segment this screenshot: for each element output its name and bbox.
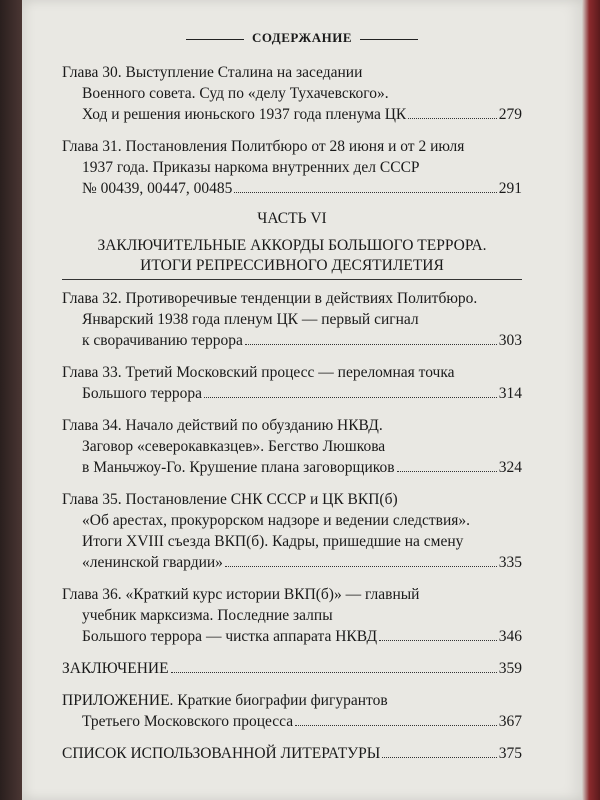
page-number: 375 xyxy=(498,745,522,762)
book-edge xyxy=(582,0,600,800)
page-number: 367 xyxy=(498,713,522,730)
header-rule-left xyxy=(186,39,244,40)
toc-entry-last-line xyxy=(62,658,522,679)
toc-entry-line: ПРИЛОЖЕНИЕ. Краткие биографии фигурантов xyxy=(62,692,388,709)
toc-entry-line: Итоги XVIII съезда ВКП(б). Кадры, пришедшие на смену xyxy=(82,533,464,550)
toc-entry-text: Большого террора — чистка аппарата НКВД xyxy=(82,628,378,645)
dot-leader xyxy=(225,566,497,567)
toc-entry-line: Январский 1938 года пленум ЦК — первый сигнал xyxy=(82,311,419,328)
toc-entry-line: Заговор «северокавказцев». Бегство Люшкова xyxy=(82,438,386,455)
toc-entry-line: 1937 года. Приказы наркома внутренних дел СССР xyxy=(82,159,420,176)
toc-entry xyxy=(62,415,522,478)
toc-entry-text: СПИСОК ИСПОЛЬЗОВАННОЙ ЛИТЕРАТУРЫ xyxy=(62,745,381,762)
toc-entry-last-line xyxy=(62,383,522,404)
toc-entry-line: учебник марксизма. Последние залпы xyxy=(82,607,333,624)
dot-leader xyxy=(382,757,496,758)
toc-entry xyxy=(62,62,522,125)
toc-entry-line: Глава 33. Третий Московский процесс — переломная точка xyxy=(62,364,455,381)
dot-leader xyxy=(171,672,497,673)
page-number: 279 xyxy=(498,106,522,123)
toc-entry-appendix xyxy=(62,690,522,732)
toc-entries-group-a xyxy=(62,62,522,199)
toc-entry xyxy=(62,362,522,404)
toc-entry xyxy=(62,584,522,647)
page-header xyxy=(22,30,582,46)
header-rule-right xyxy=(360,39,418,40)
toc-entry-text: к сворачиванию террора xyxy=(82,332,243,349)
dot-leader xyxy=(245,344,497,345)
toc-content xyxy=(62,62,522,775)
section-heading-line1: ЗАКЛЮЧИТЕЛЬНЫЕ АККОРДЫ БОЛЬШОГО ТЕРРОРА. xyxy=(97,237,487,254)
page-number: 324 xyxy=(498,459,522,476)
toc-entry-line: Глава 36. «Краткий курс истории ВКП(б)» — главный xyxy=(62,586,420,603)
toc-entry-line: Глава 34. Начало действий по обузданию НКВД. xyxy=(62,417,383,434)
page-title: СОДЕРЖАНИЕ xyxy=(251,30,353,45)
toc-entry-last-line xyxy=(62,626,522,647)
dot-leader xyxy=(234,192,496,193)
toc-entry-text: в Маньчжоу-Го. Крушение плана заговорщиков xyxy=(82,459,395,476)
toc-entry-line: Глава 30. Выступление Сталина на заседании xyxy=(62,64,363,81)
section-heading xyxy=(62,236,522,280)
page-number: 291 xyxy=(498,180,522,197)
book-page xyxy=(22,0,582,800)
toc-entry-text: № 00439, 00447, 00485 xyxy=(82,180,233,197)
dot-leader xyxy=(295,725,497,726)
toc-entry-last-line xyxy=(62,711,522,732)
toc-entry-last-line xyxy=(62,743,522,764)
toc-entry xyxy=(62,288,522,351)
dot-leader xyxy=(397,471,497,472)
page-number: 314 xyxy=(498,385,522,402)
dot-leader xyxy=(204,397,497,398)
section-underline xyxy=(62,279,522,280)
toc-entry-last-line xyxy=(62,178,522,199)
toc-entry-text: ЗАКЛЮЧЕНИЕ xyxy=(62,660,169,677)
page-number: 303 xyxy=(498,332,522,349)
dot-leader xyxy=(408,118,497,119)
toc-entry-line: Глава 31. Постановления Политбюро от 28 июня и от 2 июля xyxy=(62,138,465,155)
book-spine xyxy=(0,0,22,800)
toc-entry xyxy=(62,136,522,199)
section-heading-line2: ИТОГИ РЕПРЕССИВНОГО ДЕСЯТИЛЕТИЯ xyxy=(140,257,444,274)
toc-entry-line: Глава 32. Противоречивые тенденции в действиях Политбюро. xyxy=(62,290,478,307)
dot-leader xyxy=(379,640,497,641)
toc-entry-last-line xyxy=(62,330,522,351)
toc-entry-last-line xyxy=(62,457,522,478)
toc-entry-last-line xyxy=(62,552,522,573)
toc-entry-text: «ленинской гвардии» xyxy=(82,554,223,571)
page-number: 359 xyxy=(498,660,522,677)
toc-entry-line: Военного совета. Суд по «делу Тухачевского». xyxy=(82,85,389,102)
toc-entry-line: «Об арестах, прокурорском надзоре и ведении следствия». xyxy=(82,512,471,529)
toc-entry-bibliography xyxy=(62,743,522,764)
part-heading: ЧАСТЬ VI xyxy=(257,210,327,227)
toc-entry-last-line xyxy=(62,104,522,125)
page-number: 346 xyxy=(498,628,522,645)
toc-entry-conclusion xyxy=(62,658,522,679)
toc-entry-text: Большого террора xyxy=(82,385,203,402)
toc-entry xyxy=(62,489,522,573)
toc-entry-line: Глава 35. Постановление СНК СССР и ЦК ВКП(б) xyxy=(62,491,398,508)
page-number: 335 xyxy=(498,554,522,571)
toc-entry-text: Ход и решения июньского 1937 года пленума ЦК xyxy=(82,106,407,123)
toc-entry-text: Третьего Московского процесса xyxy=(82,713,294,730)
toc-entries-group-b xyxy=(62,288,522,647)
